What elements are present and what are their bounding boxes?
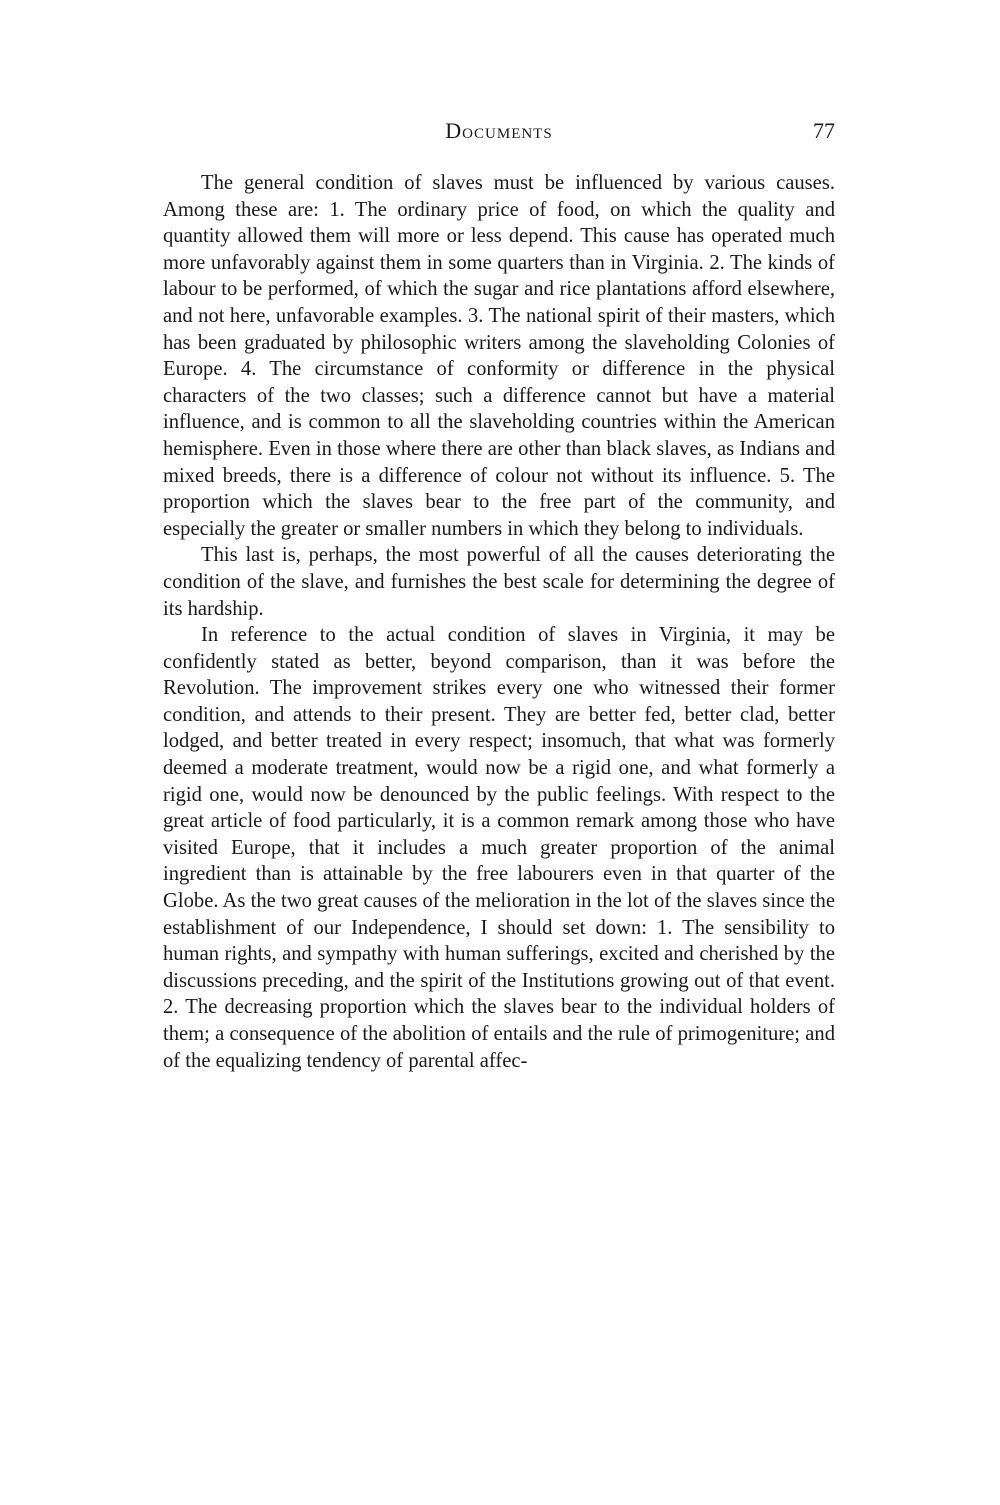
paragraph-condition-virginia: In reference to the actual condition of slaves in Virginia, it may be confidently stated as better, beyond comparison, than it was before the Revolution. The improvement strikes every one who witnessed their former condition, and attends to their present. They are better fed, better clad, better lodged, and better treated in every respect; insomuch, that what was formerly deemed a moderate treatment, would now be a rigid one, and what formerly a rigid one, would now be denounced by the public feelings. With respect to the great article of food particularly, it is a common remark among those who have visited Europe, that it includes a much greater proportion of the animal ingredient than is attainable by the free labourers even in that quarter of the Globe. As the two great causes of the melioration in the lot of the slaves since the establishment of our Independence, I should set down: 1. The sensibility to human rights, and sympathy with human sufferings, excited and cherished by the discussions preceding, and the spirit of the Institutions growing out of that event. 2. The decreasing proportion which the slaves bear to the individual holders of them; a consequence of the abolition of entails and the rule of primogeniture; and of the equalizing tendency of parental affec- (163, 624, 835, 1072)
paragraph-causes: The general condition of slaves must be influenced by various causes. Among these are: 1. The ordinary price of food, on which the quality and quantity allowed them will more or less depend. This cause has operated much more unfavorably against them in some quarters than in Virginia. 2. The kinds of labour to be performed, of which the sugar and rice plantations afford elsewhere, and not here, unfavorable examples. 3. The national spirit of their masters, which has been graduated by philosophic writers among the slaveholding Colonies of Europe. 4. The circumstance of conformity or difference in the physical characters of the two classes; such a difference cannot but have a material influence, and is common to all the slaveholding countries within the American hemisphere. Even in those where there are other than black slaves, as Indians and mixed breeds, there is a difference of colour not without its influence. 5. The proportion which the slaves bear to the free part of the community, and especially the greater or smaller numbers in which they belong to individuals. (163, 172, 835, 540)
body-text (163, 170, 835, 1074)
running-header (163, 118, 835, 148)
page-number: 77 (813, 118, 835, 143)
running-title: Documents (445, 118, 553, 143)
paragraph-proportion: This last is, perhaps, the most powerful of all the causes deteriorating the condition of the slave, and furnishes the best scale for determining the degree of its hardship. (163, 544, 835, 620)
